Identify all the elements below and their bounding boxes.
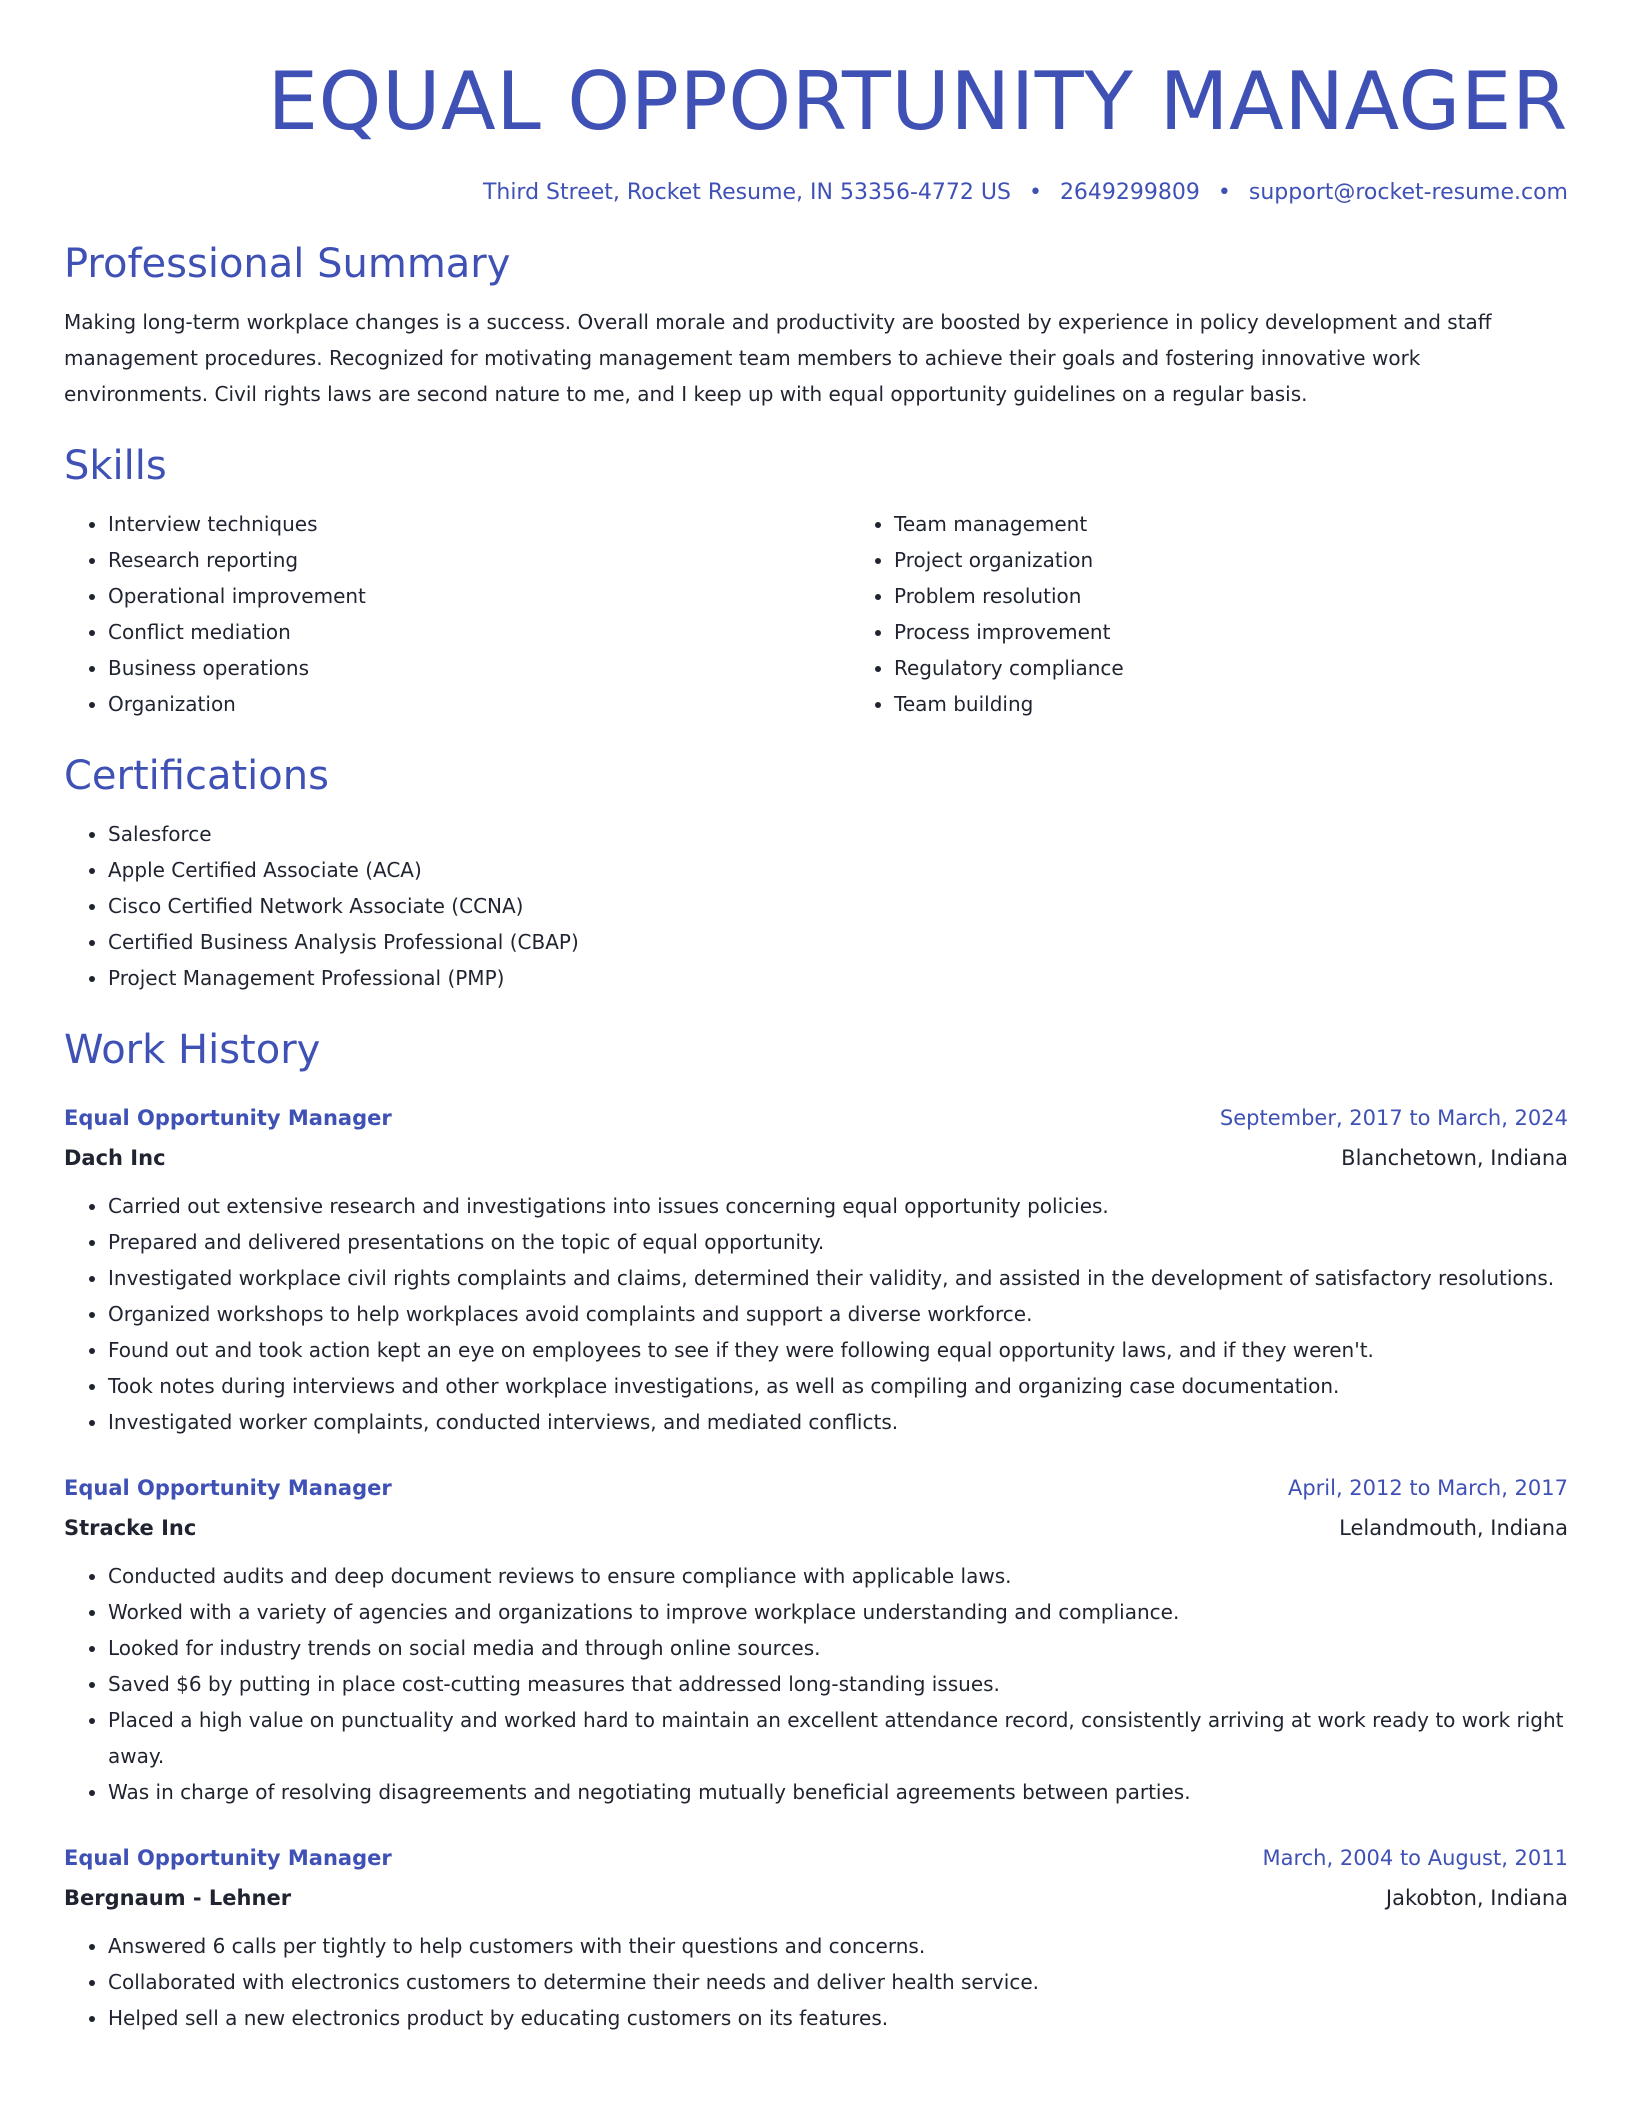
- job-bullet: • Answered 6 calls per tightly to help customers with their questions and concerns.: [108, 1928, 1568, 1964]
- job-bullet: • Placed a high value on punctuality and worked hard to maintain an excellent attendance record, consistently arriving at work ready to work right away.: [108, 1702, 1568, 1774]
- skill-item: • Project organization: [894, 542, 1124, 578]
- resume-header: [64, 50, 1568, 208]
- job-company: Bergnaum - Lehner: [64, 1886, 292, 1910]
- certifications-list: [64, 816, 1568, 996]
- job-bullet: • Was in charge of resolving disagreements and negotiating mutually beneficial agreements between parties.: [108, 1774, 1568, 1810]
- job-title-row: [64, 1098, 1568, 1138]
- job-entry: [64, 1098, 1568, 1440]
- skill-item: • Organization: [108, 686, 850, 722]
- job-bullet: • Organized workshops to help workplaces avoid complaints and support a diverse workforce.: [108, 1296, 1568, 1332]
- job-bullet: • Conducted audits and deep document reviews to ensure compliance with applicable laws.: [108, 1558, 1568, 1594]
- job-dates: March, 2004 to August, 2011: [1262, 1846, 1568, 1870]
- job-title: Equal Opportunity Manager: [64, 1476, 392, 1500]
- skills-list-right: [850, 506, 1124, 722]
- job-dates: April, 2012 to March, 2017: [1287, 1476, 1568, 1500]
- job-bullets: [64, 1558, 1568, 1810]
- job-bullet: • Collaborated with electronics customers to determine their needs and deliver health service.: [108, 1964, 1568, 2000]
- certification-item: • Cisco Certified Network Associate (CCNA): [108, 888, 1568, 924]
- job-bullet: • Looked for industry trends on social media and through online sources.: [108, 1630, 1568, 1666]
- job-bullets: [64, 1928, 1568, 2036]
- work-history-heading: Work History: [64, 1027, 321, 1073]
- skill-item: • Interview techniques: [108, 506, 850, 542]
- work-history-section: [64, 1024, 1568, 2036]
- skill-item: • Research reporting: [108, 542, 850, 578]
- certification-item: • Project Management Professional (PMP): [108, 960, 1568, 996]
- job-bullet: • Worked with a variety of agencies and organizations to improve workplace understanding and compliance.: [108, 1594, 1568, 1630]
- job-bullet: • Investigated workplace civil rights complaints and claims, determined their validity, and assisted in the development of satisfactory resolutions.: [108, 1260, 1568, 1296]
- certifications-heading: Certifications: [64, 753, 329, 799]
- skill-item: • Team building: [894, 686, 1124, 722]
- summary-text: Making long-term workplace changes is a success. Overall morale and productivity are boosted by experience in policy development and staff management procedures. Recognized for motivating management team members to achieve their goals and fostering innovative work environments. Civil rights laws are second nature to me, and I keep up with equal opportunity guidelines on a regular basis.: [64, 310, 1492, 406]
- skills-section: [64, 440, 1568, 722]
- skill-item: • Operational improvement: [108, 578, 850, 614]
- contact-separator: •: [1217, 180, 1231, 205]
- skill-item: • Business operations: [108, 650, 850, 686]
- job-dates: September, 2017 to March, 2024: [1219, 1106, 1568, 1130]
- job-location: Lelandmouth, Indiana: [1339, 1516, 1568, 1540]
- contact-address: Third Street, Rocket Resume, IN 53356-4772 US: [482, 180, 1011, 205]
- job-entry: [64, 1838, 1568, 2036]
- job-bullet: • Prepared and delivered presentations on the topic of equal opportunity.: [108, 1224, 1568, 1260]
- job-title-row: [64, 1838, 1568, 1878]
- job-title: Equal Opportunity Manager: [64, 1846, 392, 1870]
- skill-item: • Regulatory compliance: [894, 650, 1124, 686]
- job-company-row: [64, 1508, 1568, 1548]
- job-bullet: • Investigated worker complaints, conducted interviews, and mediated conflicts.: [108, 1404, 1568, 1440]
- job-bullet: • Carried out extensive research and investigations into issues concerning equal opportunity policies.: [108, 1188, 1568, 1224]
- job-bullets: [64, 1188, 1568, 1440]
- job-company: Stracke Inc: [64, 1516, 197, 1540]
- resume-name: EQUAL OPPORTUNITY MANAGER: [267, 55, 1568, 148]
- job-title-row: [64, 1468, 1568, 1508]
- skill-item: • Team management: [894, 506, 1124, 542]
- job-company-row: [64, 1138, 1568, 1178]
- certification-item: • Apple Certified Associate (ACA): [108, 852, 1568, 888]
- summary-heading: Professional Summary: [64, 241, 511, 287]
- job-location: Blanchetown, Indiana: [1341, 1146, 1568, 1170]
- certification-item: • Salesforce: [108, 816, 1568, 852]
- job-bullet: • Found out and took action kept an eye on employees to see if they were following equal opportunity laws, and if they weren't.: [108, 1332, 1568, 1368]
- job-title: Equal Opportunity Manager: [64, 1106, 392, 1130]
- contact-separator: •: [1028, 180, 1042, 205]
- skill-item: • Conflict mediation: [108, 614, 850, 650]
- job-bullet: • Saved $6 by putting in place cost-cutting measures that addressed long-standing issues.: [108, 1666, 1568, 1702]
- summary-section: [64, 238, 1568, 412]
- job-entry: [64, 1468, 1568, 1810]
- contact-line: [64, 178, 1568, 208]
- contact-email: support@rocket-resume.com: [1248, 180, 1568, 205]
- job-bullet: • Helped sell a new electronics product by educating customers on its features.: [108, 2000, 1568, 2036]
- job-location: Jakobton, Indiana: [1385, 1886, 1568, 1910]
- skill-item: • Problem resolution: [894, 578, 1124, 614]
- contact-phone: 2649299809: [1059, 180, 1200, 205]
- certifications-section: [64, 750, 1568, 996]
- skills-list-left: [64, 506, 850, 722]
- job-company-row: [64, 1878, 1568, 1918]
- skills-heading: Skills: [64, 443, 167, 489]
- job-bullet: • Took notes during interviews and other workplace investigations, as well as compiling and organizing case documentation.: [108, 1368, 1568, 1404]
- certification-item: • Certified Business Analysis Professional (CBAP): [108, 924, 1568, 960]
- skills-grid: [64, 506, 1568, 722]
- skill-item: • Process improvement: [894, 614, 1124, 650]
- job-company: Dach Inc: [64, 1146, 166, 1170]
